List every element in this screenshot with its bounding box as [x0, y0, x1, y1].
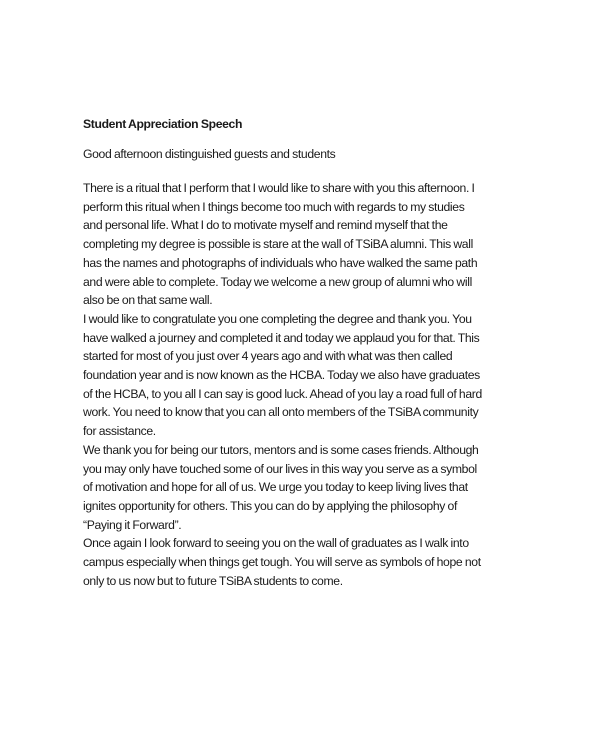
document-title: Student Appreciation Speech: [83, 117, 243, 131]
paragraph-thanks: We thank you for being our tutors, mentors and is some cases friends. Although you may only have touched some of our lives in this way you serve as a symbol of motivation and hope for all of us. We urge you today to keep living lives that ignites opportunity for others. This you can do by applying the philosophy of “Paying it Forward”.: [83, 442, 479, 532]
greeting-line: Good afternoon distinguished guests and students: [83, 147, 336, 161]
speech-body: [83, 179, 483, 590]
paragraph-closing: Once again I look forward to seeing you on the wall of graduates as I walk into campus especially when things get tough. You will serve as symbols of hope not only to us now but to future TSiBA students to come.: [83, 536, 481, 588]
speech-document: [83, 116, 483, 590]
paragraph-ritual: There is a ritual that I perform that I would like to share with you this afternoon. I perform this ritual when I things become too much with regards to my studies and personal life. What I do to motivate myself and remind myself that the completing my degree is possible is stare at the wall of TSiBA alumni. This wall has the names and photographs of individuals who have walked the same path and were able to complete. Today we welcome a new group of alumni who will also be on that same wall.: [83, 181, 478, 308]
paragraph-congratulations: I would like to congratulate you one completing the degree and thank you. You have walked a journey and completed it and today we applaud you for that. This started for most of you just over 4 years ago and with what was then called foundation year and is now known as the HCBA. Today we also have graduates of the HCBA, to you all I can say is good luck. Ahead of you lay a road full of hard work. You need to know that you can all onto members of the TSiBA community for assistance.: [83, 311, 482, 439]
